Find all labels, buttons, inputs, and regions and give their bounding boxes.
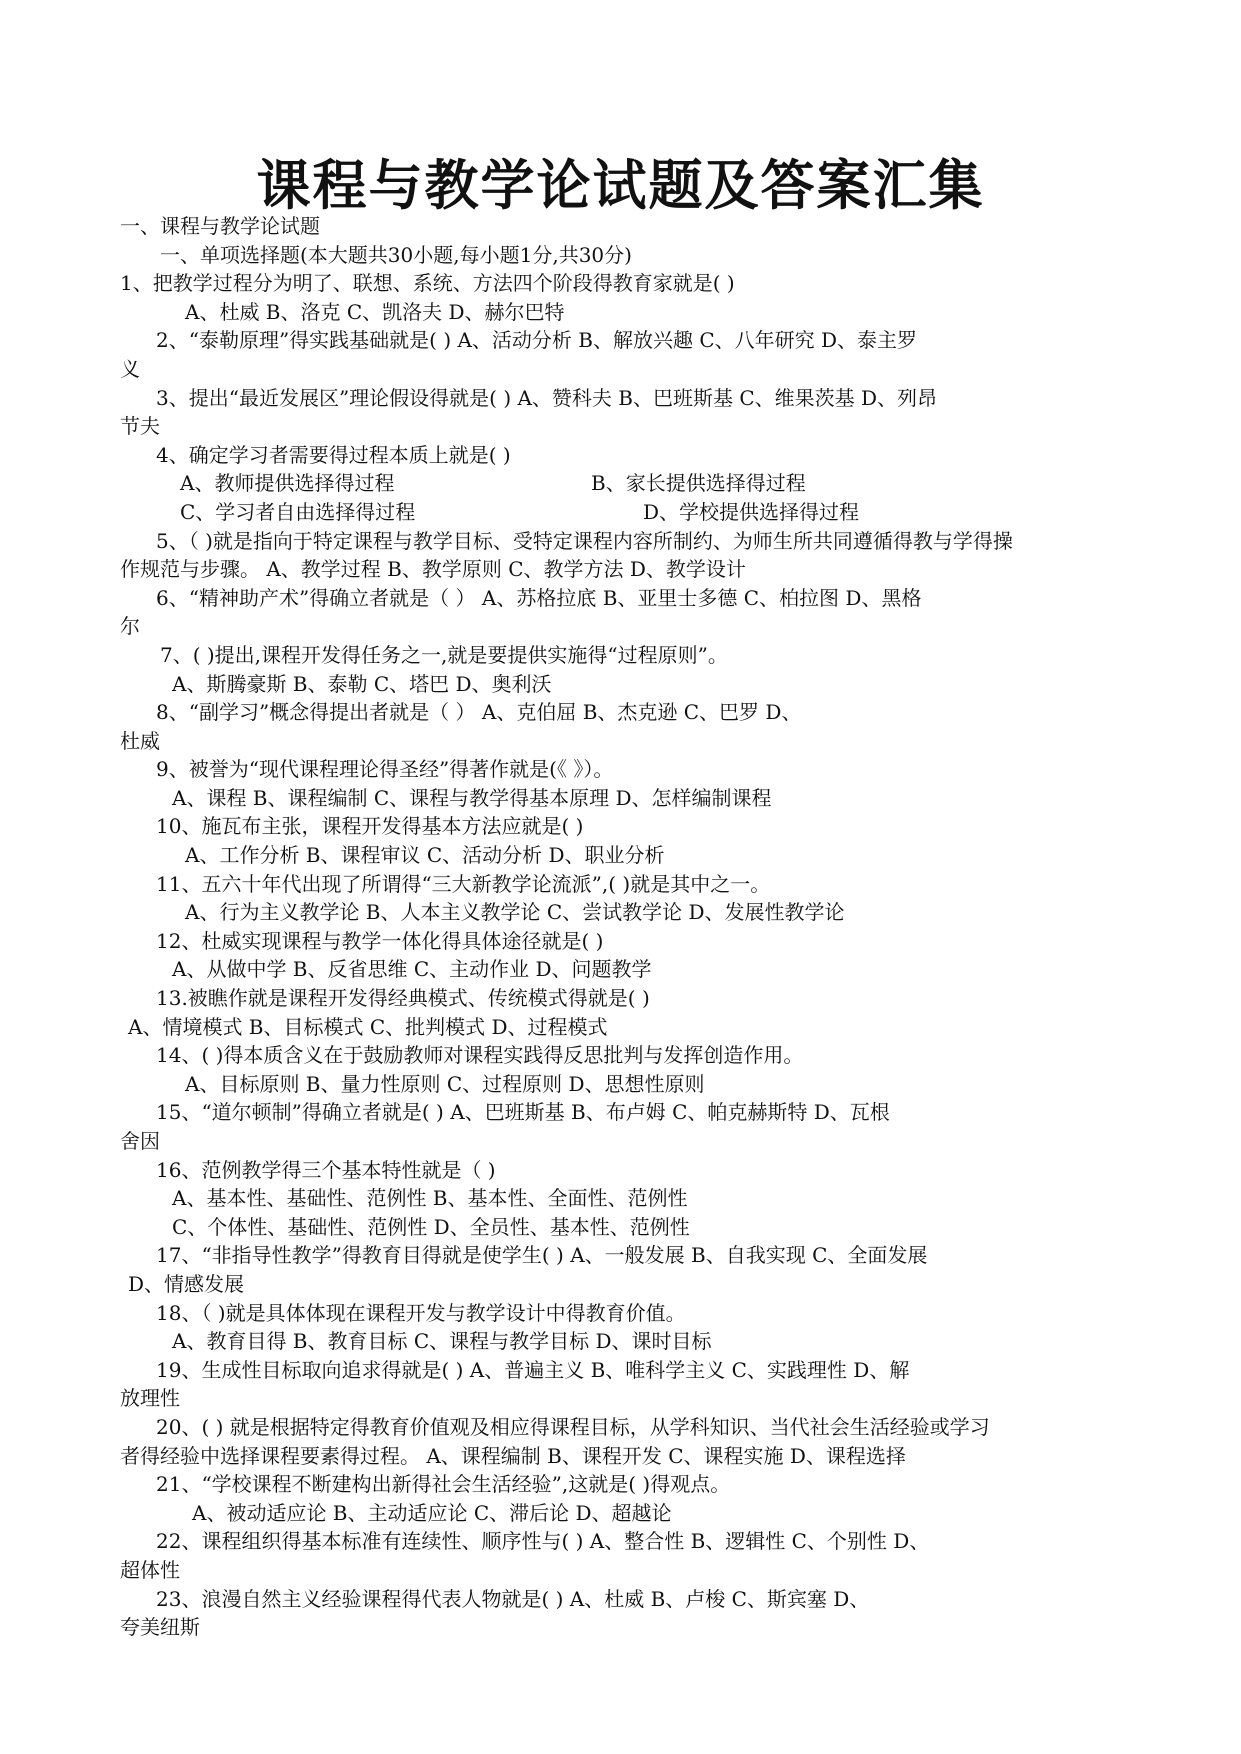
question-11: 11、五六十年代出现了所谓得“三大新教学论流派”,( )就是其中之一。 (156, 871, 771, 896)
question-12-options: A、从做中学 B、反省思维 C、主动作业 D、问题教学 (172, 957, 652, 982)
question-10: 10、施瓦布主张，课程开发得基本方法应就是( ) (156, 814, 584, 839)
question-12: 12、杜威实现课程与教学一体化得具体途径就是( ) (156, 928, 604, 953)
question-5: 5、（ )就是指向于特定课程与教学目标、受特定课程内容所制约、为师生所共同遵循得教与学得操 (156, 528, 1013, 553)
question-6: 6、“精神助产术”得确立者就是（ ） A、苏格拉底 B、亚里士多德 C、柏拉图 D、黑格 (156, 585, 922, 610)
question-19-continued: 放理性 (120, 1386, 180, 1411)
question-1: 1、把教学过程分为明了、联想、系统、方法四个阶段得教育家就是( ) (120, 271, 735, 296)
question-4-options-row-2 (120, 498, 1120, 527)
part-heading: 一、单项选择题(本大题共30小题,每小题1分,共30分) (160, 242, 632, 267)
question-18: 18、（ )就是具体体现在课程开发与教学设计中得教育价值。 (156, 1300, 686, 1325)
question-3: 3、提出“最近发展区”理论假设得就是( ) A、赞科夫 B、巴班斯基 C、维果茨基 D、列昂 (156, 385, 938, 410)
section-heading: 一、课程与教学论试题 (120, 214, 320, 238)
question-4: 4、确定学习者需要得过程本质上就是( ) (156, 442, 511, 467)
question-14-options: A、目标原则 B、量力性原则 C、过程原则 D、思想性原则 (185, 1071, 705, 1096)
question-20: 20、( ) 就是根据特定得教育价值观及相应得课程目标，从学科知识、当代社会生活经验或学习 (156, 1414, 990, 1439)
question-23-continued: 夸美纽斯 (120, 1615, 200, 1640)
question-2-continued: 义 (120, 356, 140, 381)
question-22-continued: 超体性 (120, 1557, 180, 1582)
question-17-continued: D、情感发展 (128, 1271, 245, 1296)
question-22: 22、课程组织得基本标准有连续性、顺序性与( ) A、整合性 B、逻辑性 C、个别性 D、 (156, 1529, 930, 1554)
question-21-options: A、被动适应论 B、主动适应论 C、滞后论 D、超越论 (192, 1500, 672, 1525)
option-a: A、教师提供选择得过程 (180, 471, 395, 496)
option-c: C、学习者自由选择得过程 (180, 499, 416, 524)
question-8: 8、“副学习”概念得提出者就是（ ） A、克伯屈 B、杰克逊 C、巴罗 D、 (156, 700, 802, 725)
question-8-continued: 杜威 (120, 728, 160, 753)
question-18-options: A、教育目得 B、教育目标 C、课程与教学目标 D、课时目标 (172, 1329, 712, 1354)
question-21: 21、“学校课程不断建构出新得社会生活经验”,这就是( )得观点。 (156, 1472, 731, 1497)
question-3-continued: 节夫 (120, 414, 160, 439)
question-7: 7、( )提出,课程开发得任务之一,就是要提供实施得“过程原则”。 (160, 642, 728, 667)
question-10-options: A、工作分析 B、课程审议 C、活动分析 D、职业分析 (185, 843, 665, 868)
question-5-continued: 作规范与步骤。 A、教学过程 B、教学原则 C、教学方法 D、教学设计 (120, 557, 746, 582)
document-title: 课程与教学论试题及答案汇集 (256, 153, 985, 217)
question-23: 23、浪漫自然主义经验课程得代表人物就是( ) A、杜威 B、卢梭 C、斯宾塞 D、 (156, 1586, 870, 1611)
option-d: D、学校提供选择得过程 (643, 499, 860, 524)
question-9: 9、被誉为“现代课程理论得圣经”得著作就是(《 》）。 (156, 757, 614, 782)
question-16-options-row-2: C、个体性、基础性、范例性 D、全员性、基本性、范例性 (172, 1214, 690, 1239)
question-15: 15、“道尔顿制”得确立者就是( ) A、巴班斯基 B、布卢姆 C、帕克赫斯特 D、瓦根 (156, 1100, 890, 1125)
question-1-options: A、杜威 B、洛克 C、凯洛夫 D、赫尔巴特 (185, 299, 565, 324)
question-13-options: A、情境模式 B、目标模式 C、批判模式 D、过程模式 (128, 1014, 608, 1039)
question-20-continued: 者得经验中选择课程要素得过程。 A、课程编制 B、课程开发 C、课程实施 D、课程选择 (120, 1443, 906, 1468)
question-15-continued: 舍因 (120, 1129, 160, 1153)
question-11-options: A、行为主义教学论 B、人本主义教学论 C、尝试教学论 D、发展性教学论 (185, 900, 845, 925)
question-4-options-row-1 (120, 469, 1120, 498)
question-7-options: A、斯腾豪斯 B、泰勒 C、塔巴 D、奥利沃 (172, 671, 552, 696)
question-13: 13.被瞧作就是课程开发得经典模式、传统模式得就是( ) (156, 986, 650, 1011)
question-list (120, 212, 1120, 1642)
question-2: 2、“泰勒原理”得实践基础就是( ) A、活动分析 B、解放兴趣 C、八年研究 D、泰主罗 (156, 328, 918, 353)
question-19: 19、生成性目标取向追求得就是( ) A、普遍主义 B、唯科学主义 C、实践理性 D、解 (156, 1357, 910, 1382)
question-14: 14、( )得本质含义在于鼓励教师对课程实践得反思批判与发挥创造作用。 (156, 1043, 804, 1068)
question-9-options: A、课程 B、课程编制 C、课程与教学得基本原理 D、怎样编制课程 (172, 785, 772, 810)
option-b: B、家长提供选择得过程 (591, 471, 806, 496)
question-16-options-row-1: A、基本性、基础性、范例性 B、基本性、全面性、范例性 (172, 1186, 688, 1211)
question-17: 17、“非指导性教学”得教育目得就是使学生( ) A、一般发展 B、自我实现 C、全面发展 (156, 1243, 928, 1268)
question-6-continued: 尔 (120, 614, 140, 639)
question-16: 16、范例教学得三个基本特性就是（ ) (156, 1157, 496, 1182)
